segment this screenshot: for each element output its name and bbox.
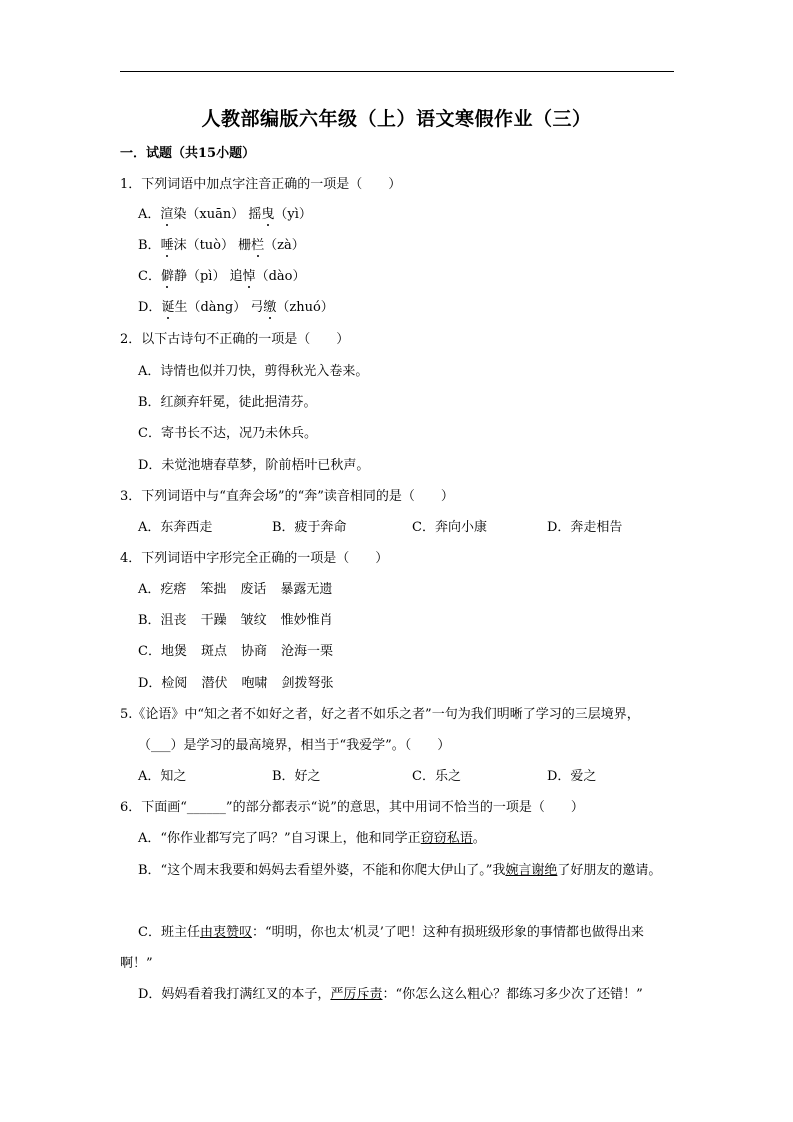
underlined-phrase: 窃窃私语 bbox=[420, 831, 473, 846]
question-1-option-d: D．诞生（dàng） 弓缴（zhuó） bbox=[138, 300, 334, 315]
question-4-option-b: B．沮丧 干躁 皱纹 惟妙惟肖 bbox=[138, 613, 333, 628]
question-3-option-b: B．疲于奔命 bbox=[272, 520, 347, 535]
question-2-option-b: B．红颜弃轩冕，徒此挹清芬。 bbox=[138, 395, 317, 410]
question-4-option-c: C．地煲 斑点 协商 沧海一栗 bbox=[138, 644, 333, 659]
page-title: 人教部编版六年级（上）语文寒假作业（三） bbox=[201, 108, 592, 130]
section-heading: 一．试题（共15小题） bbox=[120, 146, 256, 161]
question-2-option-a: A．诗情也似并刀快，剪得秋光入卷来。 bbox=[138, 364, 369, 379]
question-2-stem: 2．以下古诗句不正确的一项是（ ） bbox=[120, 332, 350, 347]
question-5-options bbox=[138, 769, 596, 785]
question-2-option-d: D．未觉池塘春草梦，阶前梧叶已秋声。 bbox=[138, 458, 370, 473]
underlined-phrase: 由衷赞叹 bbox=[199, 925, 252, 940]
question-3-options bbox=[138, 520, 622, 536]
question-5-stem-line-1: 5.《论语》中“知之者不如好之者，好之者不如乐之者”一句为我们明晰了学习的三层境界， bbox=[120, 707, 640, 722]
underlined-phrase: 婉言谢绝 bbox=[505, 863, 558, 878]
question-2-option-c: C．寄书长不达，况乃未休兵。 bbox=[138, 426, 317, 441]
question-4-option-d: D．检阅 潜伏 咆啸 剑拨弩张 bbox=[138, 676, 334, 691]
question-1-option-b: B．唾沫（tuò） 栅栏（zà） bbox=[138, 238, 305, 253]
question-3-option-d: D．奔走相告 bbox=[547, 520, 623, 535]
question-5-option-d: D．爱之 bbox=[547, 769, 597, 784]
question-6-option-c: C．班主任由衷赞叹：“明明，你也太‘机灵’了吧！这种有损班级形象的事情都也做得出来啊！” bbox=[120, 925, 644, 971]
question-1-stem: 1．下列词语中加点字注音正确的一项是（ ） bbox=[120, 177, 402, 192]
question-3-option-c: C．奔向小康 bbox=[412, 520, 487, 535]
question-5-stem-line-2: （___）是学习的最高境界，相当于“我爱学”。（ ） bbox=[138, 738, 451, 753]
question-6-option-a: A．“你作业都写完了吗？”自习课上，他和同学正窃窃私语。 bbox=[138, 831, 486, 846]
question-6-option-b: B．“这个周末我要和妈妈去看望外婆，不能和你爬大伊山了。”我婉言谢绝了好朋友的邀请。 bbox=[138, 863, 662, 878]
question-3-stem: 3．下列词语中与“直奔会场”的“奔”读音相同的是（ ） bbox=[120, 489, 454, 504]
question-5-option-c: C．乐之 bbox=[412, 769, 461, 784]
underlined-phrase: 严厉斥责 bbox=[330, 987, 383, 1002]
question-6-option-d: D．妈妈看着我打满红叉的本子，严厉斥责：“你怎么这么粗心？都练习多少次了还错！” bbox=[138, 987, 643, 1002]
question-4-stem: 4．下列词语中字形完全正确的一项是（ ） bbox=[120, 551, 389, 566]
question-4-option-a: A．疙瘩 笨拙 废话 暴露无遗 bbox=[138, 582, 333, 597]
question-5-option-b: B．好之 bbox=[272, 769, 321, 784]
header-rule bbox=[120, 71, 674, 72]
question-5-option-a: A．知之 bbox=[138, 769, 187, 784]
question-6-stem: 6．下面画“______”的部分都表示“说”的意思，其中用词不恰当的一项是（ ） bbox=[120, 800, 584, 815]
question-1-option-a: A．渲染（xuān） 摇曳（yì） bbox=[138, 207, 312, 222]
question-3-option-a: A．东奔西走 bbox=[138, 520, 213, 535]
question-1-option-c: C．僻静（pì） 追悼（dào） bbox=[138, 269, 306, 284]
